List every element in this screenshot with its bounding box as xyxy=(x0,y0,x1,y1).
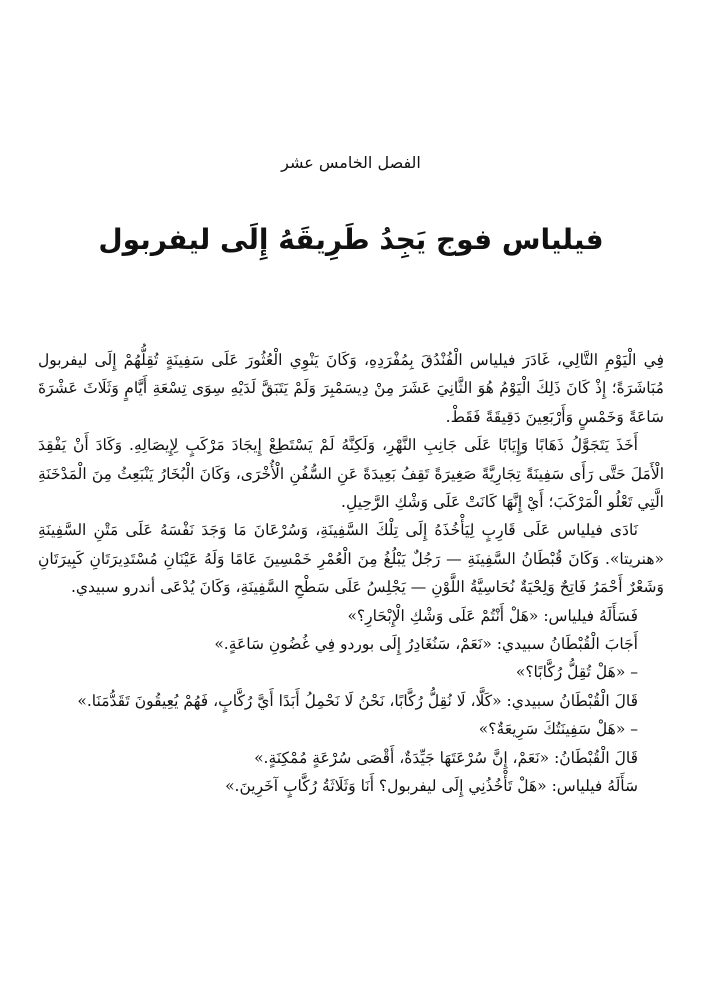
paragraph: أَخَذَ يَتَجَوَّلُ ذَهَابًا وَإِيَابًا عَلَى جَانِبِ النَّهْرِ، وَلَكِنَّهُ لَمْ يَسْتَطِعْ إِيجَادَ مَرْكَبٍ لِإِيصَالِهِ. وَكَادَ أَنْ يَفْقِدَ الْأَمَلَ حَتَّى رَأَى سَفِينَةً تِجَارِيَّةً صَغِيرَةً تَقِفُ بَعِيدَةً عَنِ السُّفُنِ الْأُخْرَى، وَكَانَ الْبُخَارُ يَنْبَعِثُ مِنَ الْمَدْخَنَةِ الَّتِي تَعْلُو الْمَرْكَبَ؛ أَيْ إِنَّهَا كَانَتْ عَلَى وَشْكِ الرَّحِيلِ. xyxy=(38,436,664,512)
dialogue-line: قَالَ الْقُبْطَانُ سبيدي: «كَلَّا، لَا نُقِلُّ رُكَّابًا، نَحْنُ لَا نَحْمِلُ أَبَدًا أَيَّ رُكَّابٍ، فَهُمْ يُعِيقُونَ تَقَدُّمَنَا.» xyxy=(77,691,638,710)
paragraph: فِي الْيَوْمِ التَّالِي، غَادَرَ فيلياس الْفُنْدُقَ بِمُفْرَدِهِ، وَكَانَ يَنْوِي الْعُثُورَ عَلَى سَفِينَةٍ تُقِلُّهُمْ إِلَى ليفربول مُبَاشَرَةً؛ إِذْ كَانَ ذَلِكَ الْيَوْمُ هُوَ الثَّانِيَ عَشَرَ مِنْ دِيسَمْبِرَ وَلَمْ يَتَبَقَّ لَدَيْهِ سِوَى تِسْعَةِ أَيَّامٍ وَثَلَاثَ عَشْرَةَ سَاعَةً وَخَمْسٍ وَأَرْبَعِينَ دَقِيقَةً فَقَطْ. xyxy=(38,351,664,426)
dialogue-line: – «هَلْ سَفِينَتُكَ سَرِيعَةٌ؟» xyxy=(478,720,638,739)
chapter-body xyxy=(38,346,664,801)
dialogue-line: قَالَ الْقُبْطَانُ: «نَعَمْ، إِنَّ سُرْعَتَهَا جَيِّدَةٌ، أَقْصَى سُرْعَةٍ مُمْكِنَةٍ.» xyxy=(254,748,638,767)
dialogue-line: سَأَلَهُ فيلياس: «هَلْ تَأْخُذُنِي إِلَى ليفربول؟ أَنَا وَثَلَاثَةُ رُكَّابٍ آخَرِينَ.» xyxy=(225,777,638,796)
dialogue-line: – «هَلْ تُقِلُّ رُكَّابًا؟» xyxy=(515,663,638,682)
paragraph: نَادَى فيلياس عَلَى قَارِبٍ لِيَأْخُذَهُ إِلَى تِلْكَ السَّفِينَةِ، وَسُرْعَانَ مَا وَجَدَ نَفْسَهُ عَلَى مَتْنِ السَّفِينَةِ «هنريتا». وَكَانَ قُبْطَانُ السَّفِينَةِ — رَجُلٌ يَبْلُغُ مِنَ الْعُمْرِ خَمْسِينَ عَامًا وَلَهُ عَيْنَانِ مُسْتَدِيرَتَانِ كَبِيرَتَانِ وَشَعْرٌ أَحْمَرُ فَاتِحٌ وَلِحْيَةٌ نُحَاسِيَّةُ اللَّوْنِ — يَجْلِسُ عَلَى سَطْحِ السَّفِينَةِ، وَكَانَ يُدْعَى أندرو سبيدي. xyxy=(38,521,664,597)
dialogue-line: فَسَأَلَهُ فيلياس: «هَلْ أَنْتُمْ عَلَى وَشْكِ الْإِبْحَارِ؟» xyxy=(347,606,638,625)
chapter-title: فيلياس فوج يَجِدُ طَرِيقَهُ إِلَى ليفربول xyxy=(98,223,604,256)
chapter-number-label: الفصل الخامس عشر xyxy=(281,153,421,172)
dialogue-line: أَجَابَ الْقُبْطَانُ سبيدي: «نَعَمْ، سَنُغَادِرُ إِلَى بوردو فِي غُضُونِ سَاعَةٍ.» xyxy=(214,635,638,654)
